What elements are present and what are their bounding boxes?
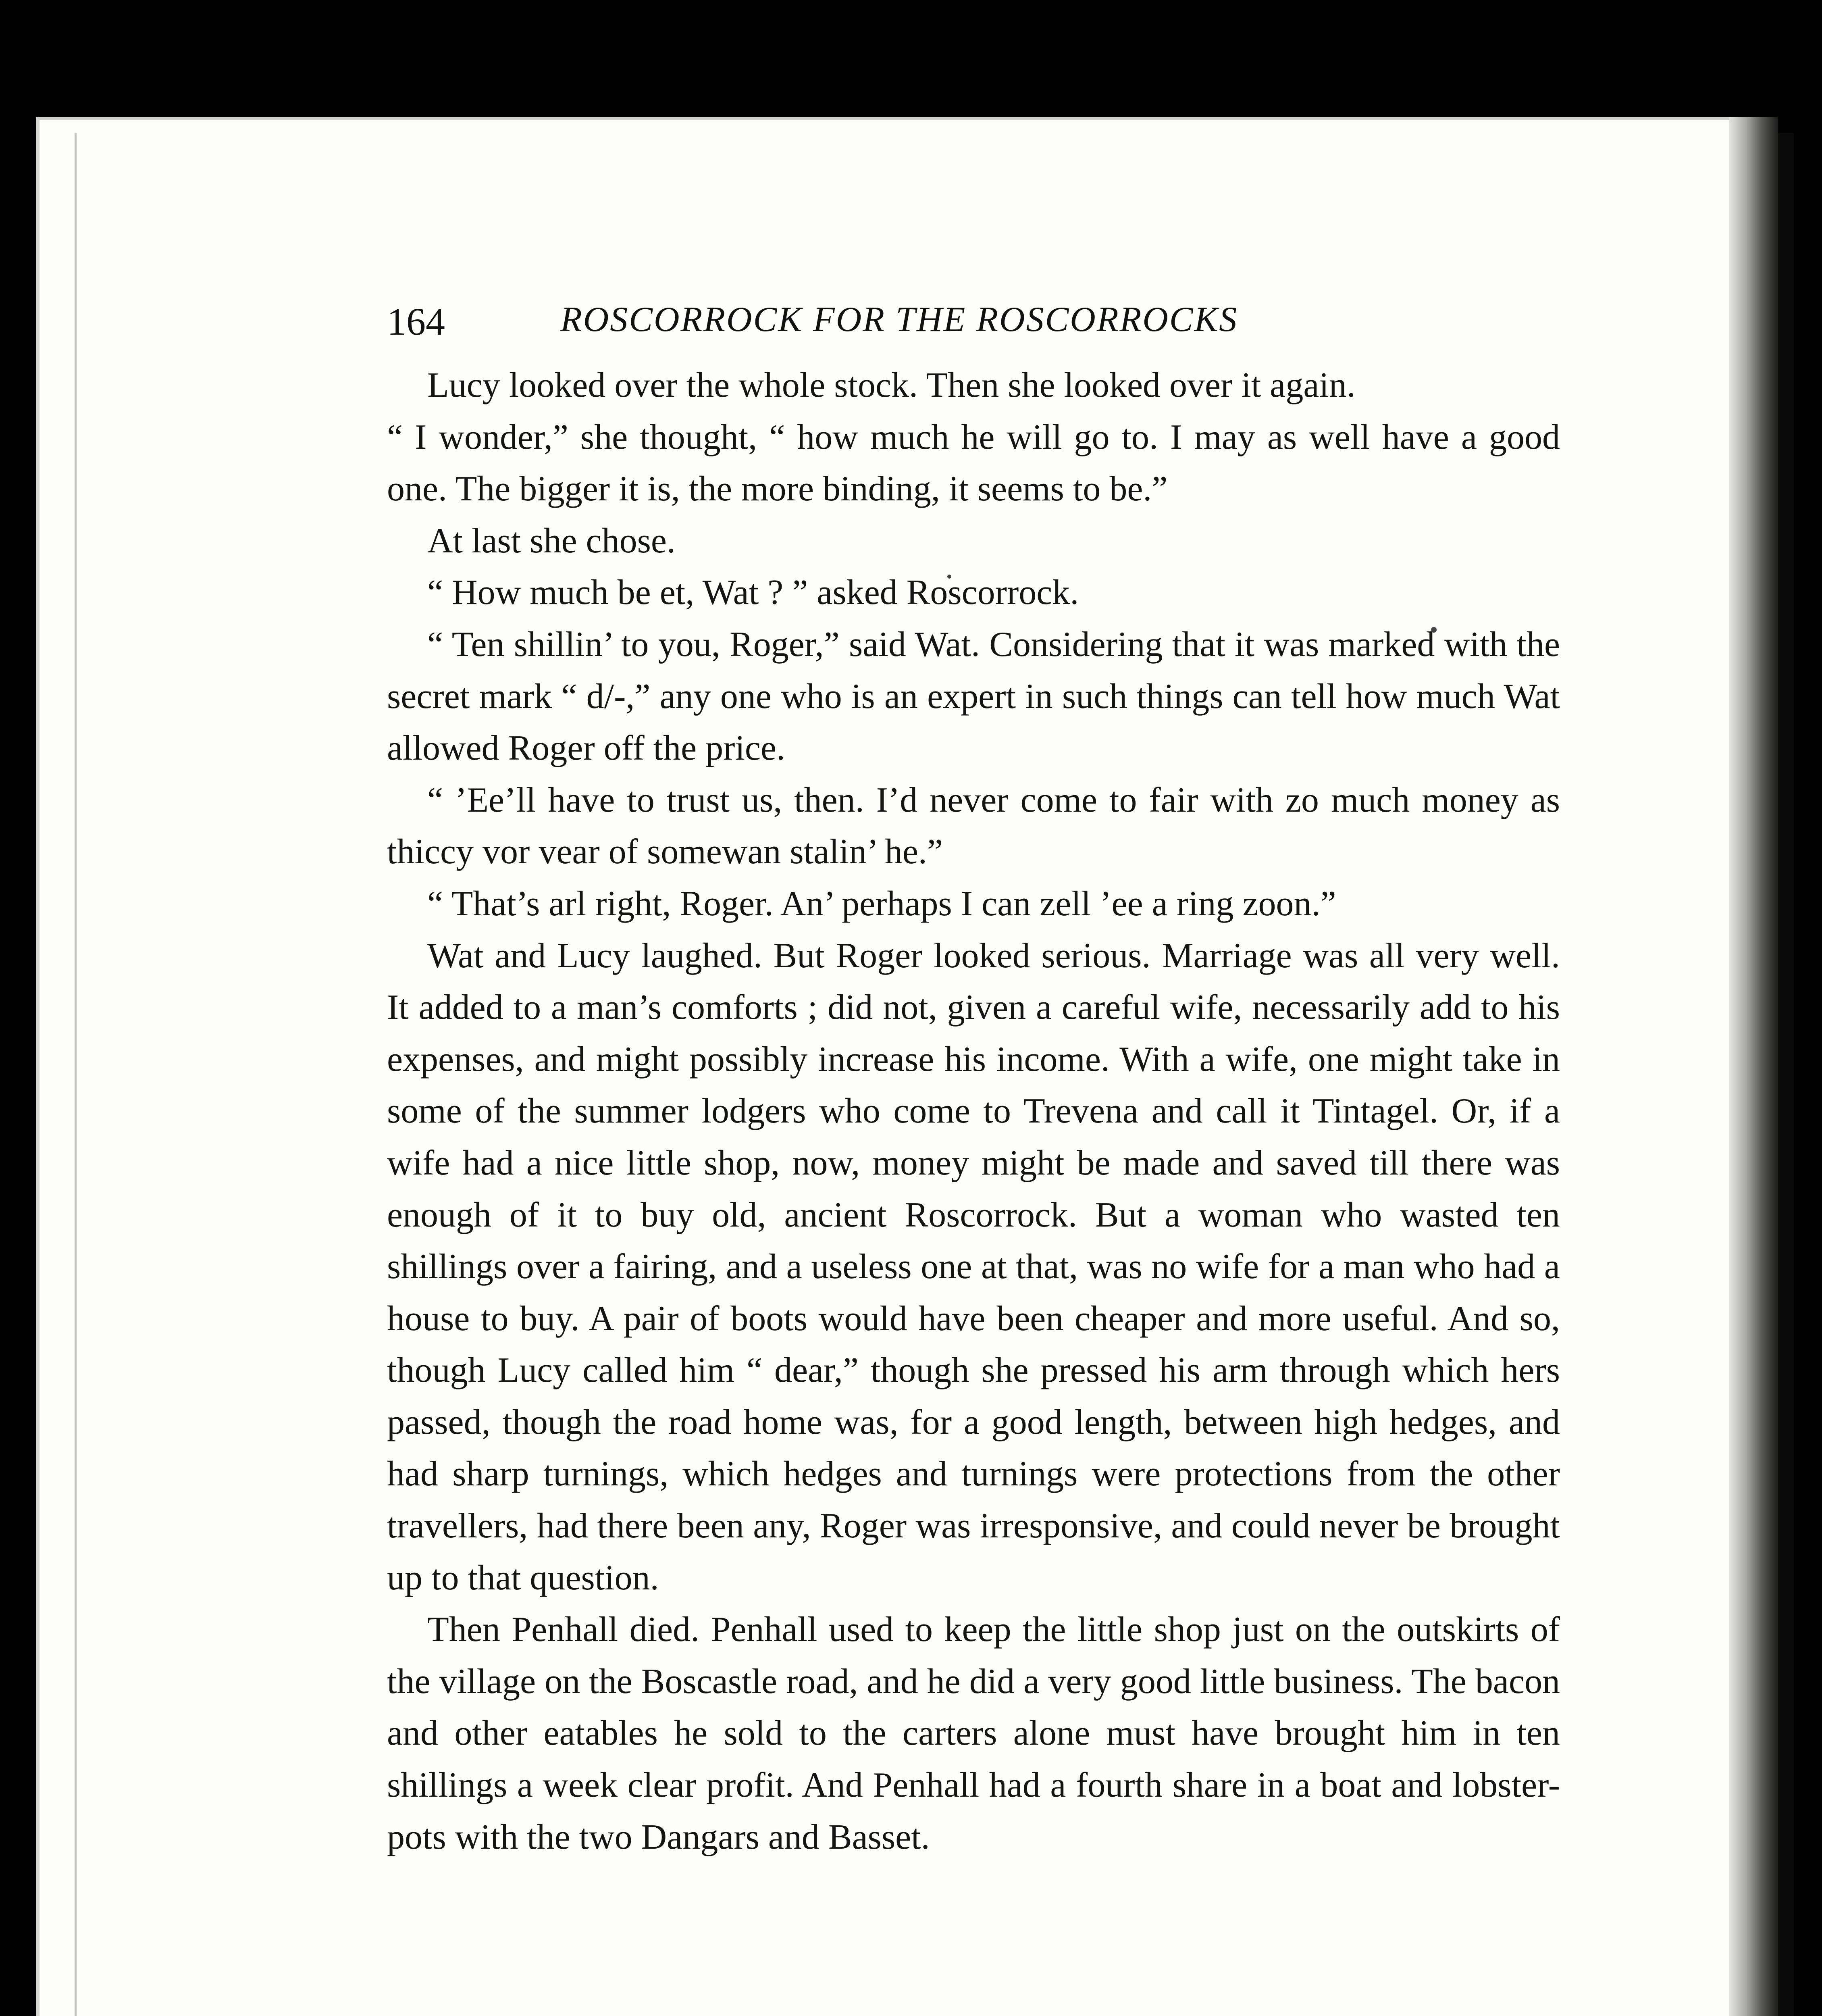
- body-text: [387, 360, 1560, 1863]
- paragraph: “ How much be et, Wat ? ” asked Roscorrock.: [427, 573, 1079, 612]
- binding-edge: [1778, 133, 1794, 2016]
- paragraph: Lucy looked over the whole stock. Then she looked over it again.: [427, 366, 1356, 405]
- paragraph: “ That’s arl right, Roger. An’ perhaps I can zell ’ee a ring zoon.”: [427, 884, 1336, 923]
- running-title: ROSCORROCK FOR THE ROSCORROCKS: [560, 300, 1238, 339]
- paragraph: Wat and Lucy laughed. But Roger looked serious. Marriage was all very well. It added to a man’s comforts ; did not, given a careful wife, necessarily add to his expenses, and might possibly increase his income. With a wife, one might take in some of the summer lodgers who come to Trevena and call it Tintagel. Or, if a wife had a nice little shop, now, money might be made and saved till there was enough of it to buy old, ancient Roscorrock. But a woman who wasted ten shillings over a fairing, and a useless one at that, was no wife for a man who had a house to buy. A pair of boots would have been cheaper and more useful. And so, though Lucy called him “ dear,” though she pressed his arm through which hers passed, though the road home was, for a good length, between high hedges, and had sharp turnings, which hedges and turnings were protections from the other travellers, had there been any, Roger was irresponsive, and could never be brought up to that question.: [387, 936, 1560, 1597]
- page-number: 164: [387, 300, 445, 343]
- page-frame-line: [75, 133, 77, 2016]
- binding-gutter: [1729, 117, 1778, 2016]
- page-content: [387, 299, 1560, 1863]
- paragraph: Then Penhall died. Penhall used to keep the little shop just on the outskirts of the village on the Boscastle road, and he did a very good little business. The bacon and other eatables he sold to the carters alone must have brought him in ten shillings a week clear profit. And Penhall had a fourth share in a boat and lobster-pots with the two Dangars and Basset.: [387, 1610, 1560, 1857]
- paragraph: “ I wonder,” she thought, “ how much he will go to. I may as well have a good one. The bigger it is, the more binding, it seems to be.”: [387, 417, 1560, 509]
- running-head: [387, 299, 1560, 360]
- paragraph: At last she chose.: [427, 521, 676, 560]
- paragraph: “ ’Ee’ll have to trust us, then. I’d never come to fair with zo much money as thiccy vor vear of somewan stalin’ he.”: [387, 780, 1560, 872]
- paragraph: “ Ten shillin’ to you, Roger,” said Wat. Considering that it was marked with the secret mark “ d/-,” any one who is an expert in such things can tell how much Wat allowed Roger off the price.: [387, 625, 1560, 768]
